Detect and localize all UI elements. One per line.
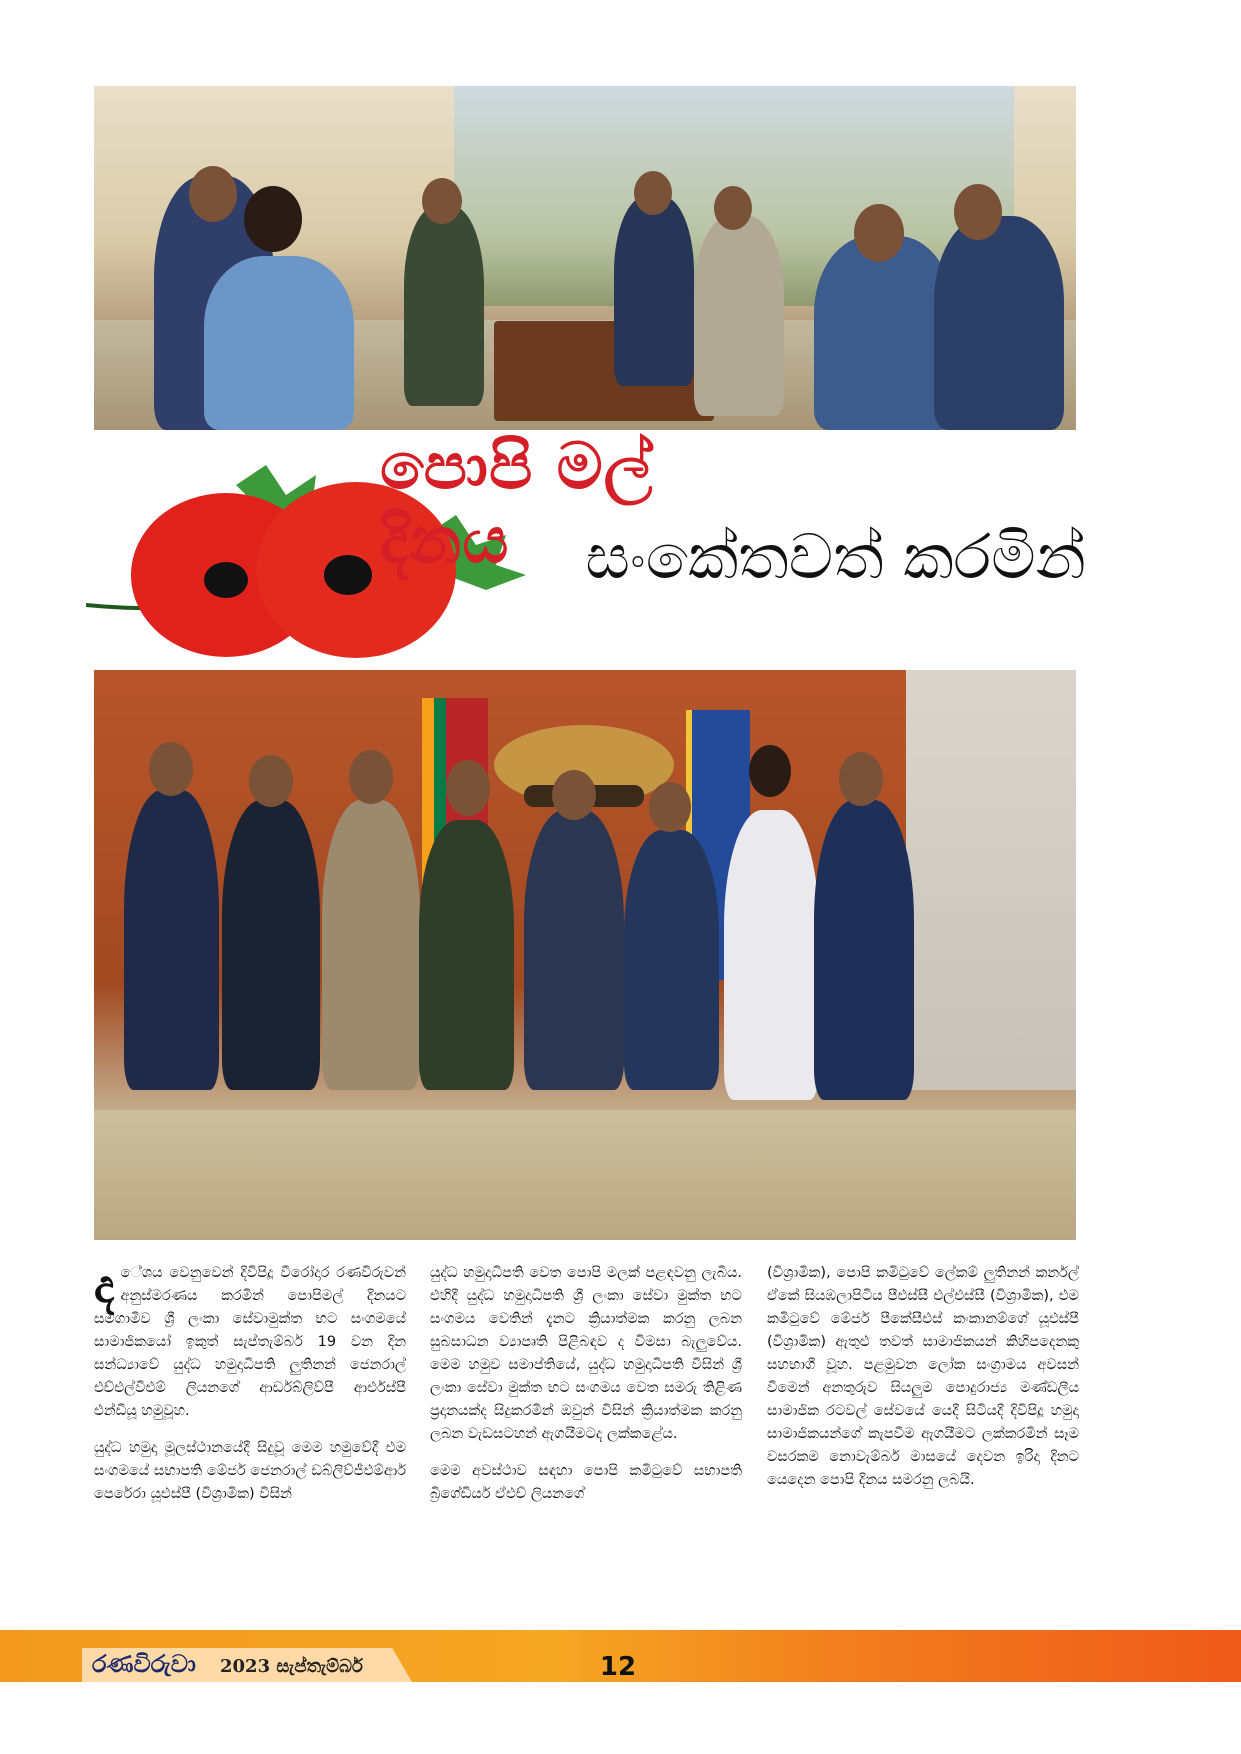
photo-person-head xyxy=(349,750,393,804)
article-paragraph: මෙම අවස්ථාව සඳහා පොපි කමිටුවේ සභාපති බ්‍රිගේඩියර් ඒඑච් ලියනගේ xyxy=(430,1463,742,1502)
photo-person-head xyxy=(714,186,752,230)
photo-person-head xyxy=(249,755,293,807)
photo-person xyxy=(322,800,420,1090)
photo-person-head xyxy=(189,166,237,222)
photo-person xyxy=(204,256,354,430)
photo-person-head xyxy=(244,186,302,252)
article-paragraph xyxy=(94,1259,406,1423)
photo-person-head xyxy=(634,171,672,215)
photo-person-head xyxy=(446,760,490,816)
article-paragraph: යුද්ධ හමුදාධිපති වෙත පොපි මලක් පළඳවනු ලැබීය. එහිදී යුද්ධ හමුදාධිපති ශ්‍රී ලංකා සේවා මුක්ත භට සංගමය වෙතින් දැනට ක්‍රියාත්මක කරනු ලබන සුබසාධන ව්‍යාපෘති පිළිබඳව ද විමසා බැලුවේය. මෙම හමුව සමාප්තියේ, යුද්ධ හමුදාධිපති විසින් ශ්‍රී ලංකා සේවා මුක්ත භට සංගමය වෙත සමරු තිළිණ ප්‍රදානයක්ද සිදුකරමින් ඔවුන් විසින් ක්‍රියාත්මක කරනු ලබන වැඩසටහන් ඇගයීමටද ලක්කළේය. xyxy=(430,1265,742,1442)
group-photo xyxy=(94,670,1076,1240)
poppy-center-right xyxy=(324,555,372,595)
photo-person xyxy=(694,216,784,416)
headline-line-1: පොපි මල් දිනය xyxy=(380,430,654,578)
photo-person-head xyxy=(854,204,904,262)
photo-wall xyxy=(906,670,1076,1090)
article-paragraph: යුද්ධ හමුදා මූලස්ථානයේදී සිදුවූ මෙම හමුවේදී එම සංගමයේ සභාපති මේජර් ජෙනරාල් ඩබ්ලිව්ජීඑම්ආර් පෙරේරා යූඑස්පී (විශ්‍රාමික) විසින් xyxy=(94,1440,406,1502)
photo-person xyxy=(124,790,219,1090)
article-paragraph: (විශ්‍රාමික), පොපි කමිටුවේ ලේකම් ලුතිනන් කර්නල් ඒකේ සියඹලාපිටිය පීඑස්සී එල්එස්සී (විශ්‍රාමික), එම කමිටුවේ මේජර් පීකේසීඑස් කංකානම්ගේ යූඑස්පී (විශ්‍රාමික) ඇතුළු තවත් සාමාජිකයන් කිහිපදෙනකු සහභාගී වූහ. පළමුවන ලෝක සංග්‍රාමය අවසන් වීමෙන් අනතුරුව සියලුම පොදුරාජ්‍ය මණ්ඩලීය සාමාජික රටවල් සේවයේ යෙදී සිටියදී දිවිපිදූ හමුදා සාමාජිකයන්ගේ කැපවීම ඇගයීමට ලක්කරමින් සෑම වසරකම නොවැම්බර් මාසයේ දෙවන ඉරිදා දිනට යෙදෙන පොපි දිනය සමරනු ලබයි. xyxy=(767,1265,1079,1488)
photo-person xyxy=(934,216,1064,430)
photo-person xyxy=(614,196,694,386)
photo-person-head xyxy=(839,752,883,806)
drop-cap: ද xyxy=(94,1259,115,1313)
poppy-center-left xyxy=(204,562,248,598)
photo-floor xyxy=(94,1110,1076,1240)
article-column-3 xyxy=(767,1262,1079,1506)
photo-person-head xyxy=(149,742,193,796)
photo-person-head xyxy=(422,178,462,224)
photo-person-head xyxy=(954,184,1002,240)
headline-line-2: සංකේතවත් කරමින් xyxy=(585,520,1086,593)
photo-person-head xyxy=(649,782,691,832)
article-paragraph-text: ේශය වෙනුවෙන් දිවිපිදූ වීරෝදාර රණවිරුවන් අනුස්මරණය කරමින් පොපිමල් දිනයට සමගාමීව ශ්‍රී ලංකා සේවාමුක්ත භට සංගමයේ සාමාජිකයෝ ඉකුත් සැප්තැම්බර් 19 වන දින සන්ධ්‍යාවේ යුද්ධ හමුදාධිපති ලුතිනන් ජෙනරාල් එච්එල්වීඑම් ලියනගේ ආර්ඩබ්ලිව්පී ආර්එස්පී එන්ඩීයූ හමුවූහ. xyxy=(94,1265,406,1419)
page-number: 12 xyxy=(599,1652,637,1682)
article-column-1 xyxy=(94,1259,406,1520)
meeting-photo xyxy=(94,86,1076,430)
photo-person-head xyxy=(749,745,791,797)
photo-person xyxy=(222,800,320,1090)
photo-person-head xyxy=(552,770,596,820)
photo-person xyxy=(724,810,819,1100)
article-column-2 xyxy=(430,1262,742,1520)
photo-officer xyxy=(404,206,484,406)
photo-officer xyxy=(419,820,514,1090)
photo-person xyxy=(814,236,954,430)
issue-date: 2023 සැප්තැම්බර් xyxy=(220,1656,363,1677)
photo-person xyxy=(624,830,719,1090)
photo-person xyxy=(814,800,914,1100)
magazine-logo: රණවිරුවා xyxy=(92,1650,196,1678)
photo-person xyxy=(524,810,624,1090)
